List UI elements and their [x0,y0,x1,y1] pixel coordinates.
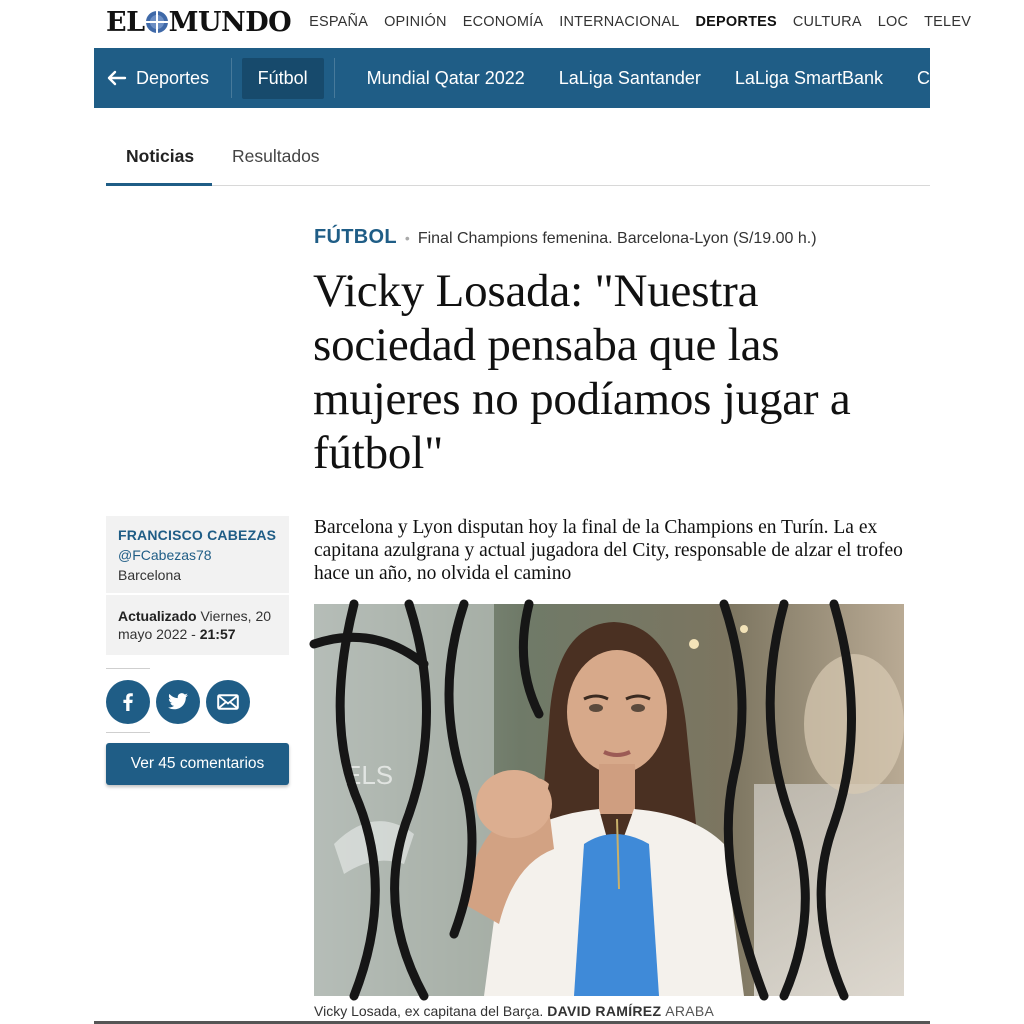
share-buttons [106,680,250,724]
divider [334,58,335,98]
divider [106,668,150,669]
kicker-separator: • [404,230,410,246]
nav-item-opinion[interactable]: OPINIÓN [384,14,447,30]
kicker-text: Final Champions femenina. Barcelona-Lyon (S/19.00 h.) [417,230,817,247]
article-headline: Vicky Losada: "Nuestra sociedad pensaba que las mujeres no podíamos jugar a fútbol" [313,265,851,479]
photo-agency: ARABA [665,1003,715,1019]
updated-time: 21:57 [199,626,236,642]
updated-date: Viernes, 20 mayo 2022 - [118,608,272,642]
kicker-section[interactable]: FÚTBOL [314,226,397,248]
divider [106,732,150,733]
author-name[interactable]: FRANCISCO CABEZAS [118,527,277,543]
back-to-deportes-button[interactable] [94,68,231,89]
content-tabs [106,128,930,186]
article-standfirst: Barcelona y Lyon disputan hoy la final de la Champions en Turín. La ex capitana azulgrana y actual jugadora del City, responsable de alzar el trofeo hace un año, no olvida el camino [314,517,903,584]
el-mundo-logo[interactable] [106,7,291,38]
logo-text-right: MUNDO [168,6,292,38]
author-location: Barcelona [118,567,182,583]
email-icon [217,694,239,710]
photo-caption [314,1003,714,1019]
subsection-mundial-qatar[interactable]: Mundial Qatar 2022 [366,67,525,88]
nav-item-loc[interactable]: LOC [877,14,909,30]
nav-item-cultura[interactable]: CULTURA [792,14,862,30]
svg-text:ELS: ELS [344,760,394,790]
twitter-icon [167,693,189,711]
nav-item-deportes[interactable]: DEPORTES [695,14,777,30]
back-label: Deportes [136,67,210,88]
arrow-left-icon [106,70,126,86]
twitter-share-button[interactable] [156,680,200,724]
article-kicker [314,226,817,249]
subsection-pill-futbol[interactable]: Fútbol [242,58,324,99]
top-header [106,0,972,44]
photo-illustration [314,604,904,996]
nav-item-telev[interactable]: TELEV [924,14,972,30]
email-share-button[interactable] [206,680,250,724]
tab-noticias[interactable]: Noticias [126,146,195,166]
nav-item-espana[interactable]: ESPAÑA [309,14,369,30]
updated-label: Actualizado [118,608,197,624]
divider [231,58,232,98]
active-tab-indicator [106,183,212,186]
facebook-icon [119,692,137,712]
tab-resultados[interactable]: Resultados [232,146,320,166]
main-nav [309,14,987,30]
author-box [106,516,289,655]
author-info [106,516,289,595]
facebook-share-button[interactable] [106,680,150,724]
updated-timestamp [106,595,289,655]
nav-item-economia[interactable]: ECONOMÍA [462,14,544,30]
subsection-laliga-smartbank[interactable]: LaLiga SmartBank [734,67,883,88]
logo-text-left: EL [106,6,145,38]
caption-text: Vicky Losada, ex capitana del Barça. [314,1003,544,1019]
subsection-truncated[interactable]: C [916,67,930,88]
nav-item-internacional[interactable]: INTERNACIONAL [559,14,680,30]
article-photo[interactable] [314,604,904,996]
subsection-laliga-santander[interactable]: LaLiga Santander [558,67,701,88]
view-comments-button[interactable]: Ver 45 comentarios [106,743,289,785]
photo-credit: DAVID RAMÍREZ [547,1003,662,1019]
globe-icon [146,11,168,33]
section-bar [94,48,930,108]
author-twitter-handle[interactable]: @FCabezas78 [118,547,212,563]
